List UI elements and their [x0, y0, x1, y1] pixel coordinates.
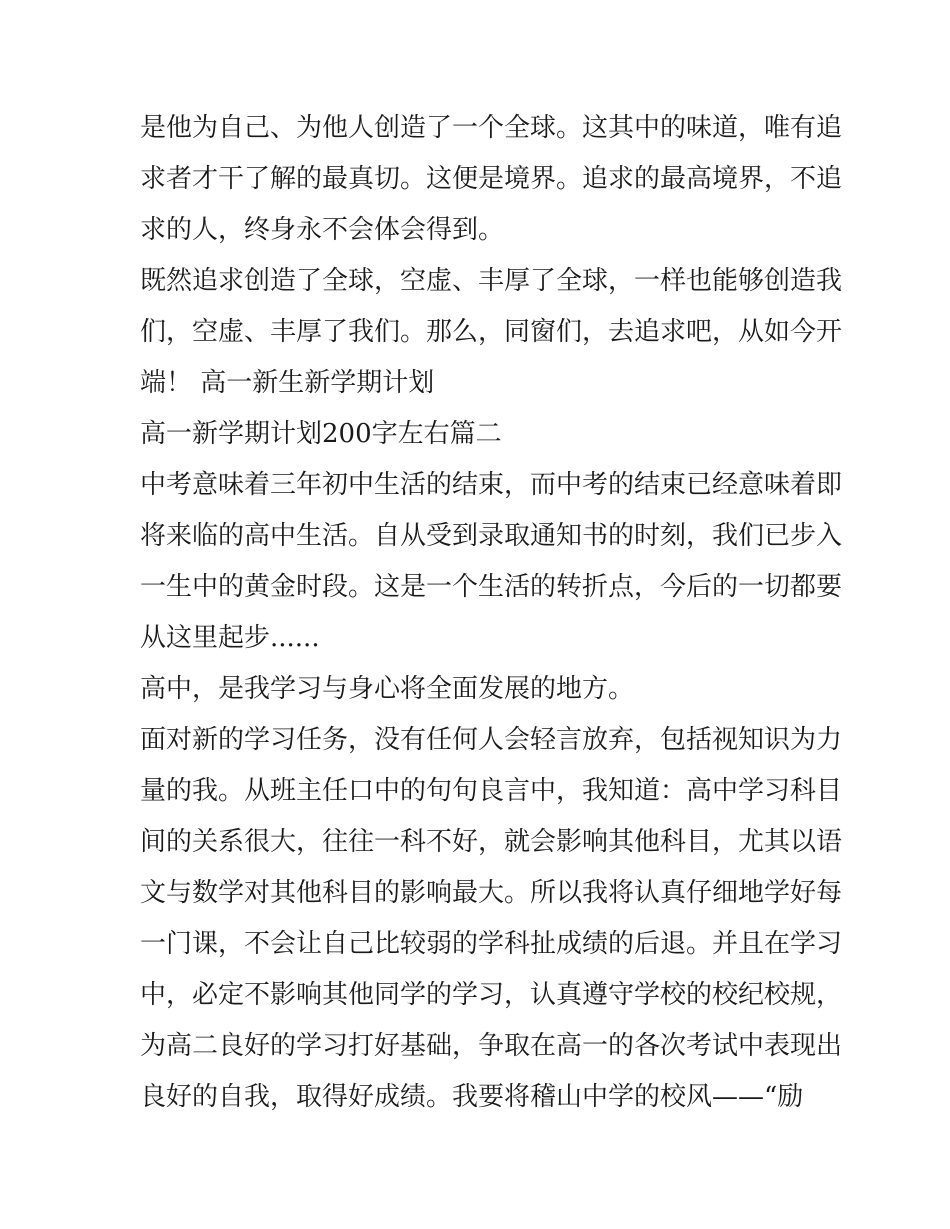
- section-heading: 高一新学期计划200字左右篇二: [140, 419, 502, 449]
- text-line: 高中，是我学习与身心将全面发展的地方。: [140, 674, 635, 704]
- text-line: 求者才干了解的最真切。这便是境界。追求的最高境界，不追: [140, 164, 843, 194]
- text-line: 良好的自我，取得好成绩。我要将稽山中学的校风——“励: [140, 1082, 804, 1112]
- text-line: 们，空虚、丰厚了我们。那么，同窗们，去追求吧，从如今开: [140, 317, 843, 347]
- text-line: 中，必定不影响其他同学的学习，认真遵守学校的校纪校规，: [140, 980, 843, 1010]
- text-line: 文与数学对其他科目的影响最大。所以我将认真仔细地学好每: [140, 878, 843, 908]
- text-line: 是他为自己、为他人创造了一个全球。这其中的味道，唯有追: [140, 113, 843, 143]
- text-line: 面对新的学习任务，没有任何人会轻言放弃，包括视知识为力: [140, 725, 843, 755]
- text-line: 求的人，终身永不会体会得到。: [140, 215, 505, 245]
- text-line: 量的我。从班主任口中的句句良言中，我知道：高中学习科目: [140, 776, 843, 806]
- text-line: 为高二良好的学习打好基础，争取在高一的各次考试中表现出: [140, 1031, 843, 1061]
- text-line: 既然追求创造了全球，空虚、丰厚了全球，一样也能够创造我: [140, 266, 843, 296]
- text-line: 将来临的高中生活。自从受到录取通知书的时刻，我们已步入: [140, 521, 843, 551]
- text-line: 间的关系很大，往往一科不好，就会影响其他科目，尤其以语: [140, 827, 843, 857]
- text-line: 一生中的黄金时段。这是一个生活的转折点，今后的一切都要: [140, 572, 843, 602]
- text-line: 一门课，不会让自己比较弱的学科扯成绩的后退。并且在学习: [140, 929, 843, 959]
- text-line: 中考意味着三年初中生活的结束，而中考的结束已经意味着即: [140, 470, 843, 500]
- text-line: 从这里起步......: [140, 623, 320, 653]
- text-line: 端！ 高一新生新学期计划: [140, 368, 435, 398]
- document-body: [140, 103, 843, 1123]
